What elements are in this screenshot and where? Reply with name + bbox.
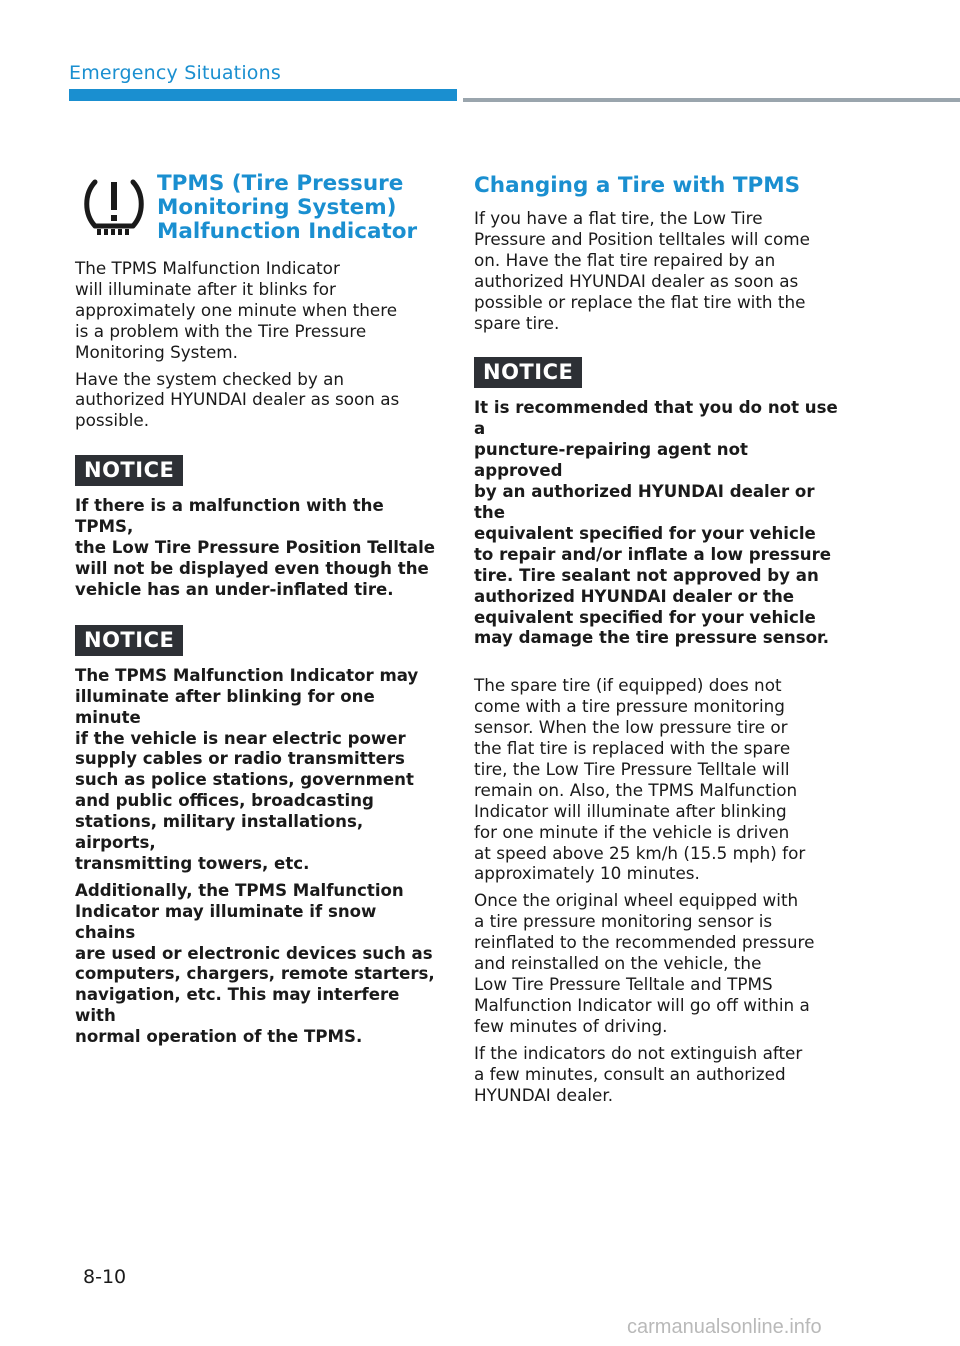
consult-dealer-paragraph: If the indicators do not extinguish after a few minutes, consult an authorized HYUNDAI dealer. <box>474 1042 803 1105</box>
indicator-title: TPMS (Tire Pressure Monitoring System) Malfunction Indicator <box>157 171 418 244</box>
notice-label: NOTICE <box>75 455 183 486</box>
notice-block-2 <box>75 625 435 656</box>
notice-label: NOTICE <box>474 357 582 388</box>
watermark: carmanualsonline.info <box>627 1316 822 1338</box>
notice-text: It is recommended that you do not use a puncture-repairing agent not approved by an authorized HYUNDAI dealer or the equivalent specified for your vehicle to repair and/or inflate a low pressure tire. Tire sealant not approved by an authorized HYUNDAI dealer or the equivalent specified for your vehicle may damage the tire pressure sensor. <box>474 398 838 648</box>
header-rule <box>463 98 960 102</box>
left-column <box>75 172 435 1054</box>
notice-text: The TPMS Malfunction Indicator may illuminate after blinking for one minute if the vehicle is near electric power supply cables or radio transmitters such as police stations, government and public offices, broadcasting stations, military installations, airports, transmitting towers, etc. <box>75 665 419 873</box>
spare-tire-paragraph: The spare tire (if equipped) does not come with a tire pressure monitoring sensor. When the low pressure tire or the flat tire is replaced with the spare tire, the Low Tire Pressure Telltale will remain on. Also, the TPMS Malfunction Indicator will illuminate after blinking for one minute if the vehicle is driven at speed above 25 km/h (15.5 mph) for approximately 10 minutes. <box>474 675 806 884</box>
notice-block-3 <box>474 357 842 388</box>
tpms-warning-icon <box>81 176 147 238</box>
indicator-advice: Have the system checked by an authorized HYUNDAI dealer as soon as possible. <box>75 368 400 431</box>
notice-text: If there is a malfunction with the TPMS, the Low Tire Pressure Position Telltale will not be displayed even though the vehicle has an under-inflated tire. <box>75 496 436 599</box>
notice-label: NOTICE <box>75 625 183 656</box>
page-number: 8-10 <box>83 1266 127 1288</box>
flat-tire-intro: If you have a flat tire, the Low Tire Pressure and Position telltales will come on. Have the flat tire repaired by an authorized HYUNDAI dealer as soon as possible or replace the flat tire with the spare tire. <box>474 208 810 333</box>
notice-block-1 <box>75 455 435 486</box>
indicator-heading <box>75 172 435 258</box>
section-title: Emergency Situations <box>69 62 281 84</box>
right-column <box>474 172 842 1111</box>
indicator-description: The TPMS Malfunction Indicator will illuminate after it blinks for approximately one minute when there is a problem with the Tire Pressure Monitoring System. <box>75 258 398 362</box>
changing-tire-title: Changing a Tire with TPMS <box>474 173 801 198</box>
header-rule-accent <box>69 89 457 101</box>
notice-text: Additionally, the TPMS Malfunction Indicator may illuminate if snow chains are used or electronic devices such as computers, chargers, remote starters, navigation, etc. This may interfere with normal operation of the TPMS. <box>75 880 435 1047</box>
reinstall-paragraph: Once the original wheel equipped with a tire pressure monitoring sensor is reinflated to the recommended pressure and reinstalled on the vehicle, the Low Tire Pressure Telltale and TPMS Malfunction Indicator will go off within a few minutes of driving. <box>474 890 815 1036</box>
